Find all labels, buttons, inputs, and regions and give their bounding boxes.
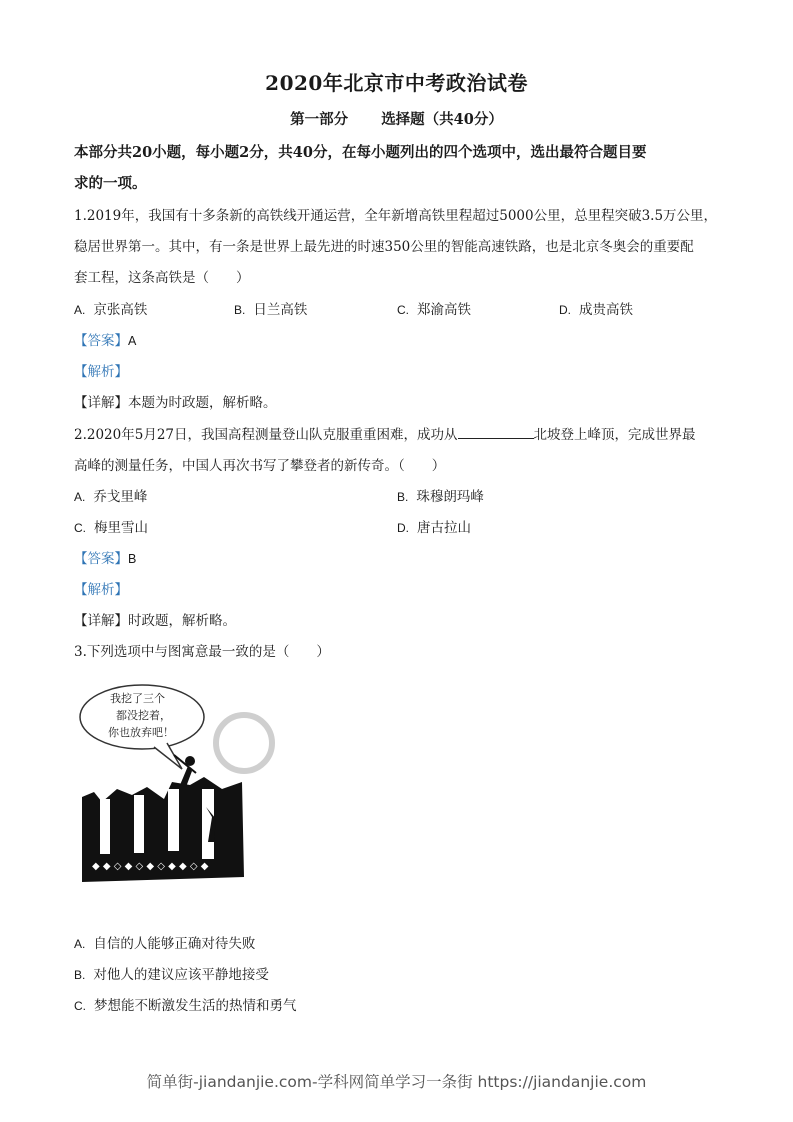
detail-tag: 【详解】 [74, 613, 128, 629]
q2-option-d[interactable] [397, 516, 471, 536]
option-key: B. [74, 968, 86, 982]
option-key: A. [74, 303, 86, 317]
fill-blank [458, 426, 534, 439]
q2-option-b[interactable] [397, 485, 484, 505]
answer-tag: 【答案】 [74, 333, 128, 349]
option-text: 珠穆朗玛峰 [416, 489, 484, 505]
option-text: 京张高铁 [93, 302, 148, 318]
option-text: 乔戈里峰 [93, 489, 148, 505]
section-name: 选择题（共40分） [381, 111, 503, 128]
option-key: C. [74, 999, 86, 1013]
option-text: 郑渝高铁 [417, 302, 471, 318]
watermark-logo [216, 715, 272, 771]
page-footer: 简单街-jiandanjie.com-学科网简单学习一条街 https://jiandanjie.com [146, 1073, 647, 1091]
answer-value: B [128, 552, 137, 566]
option-text: 日兰高铁 [253, 302, 308, 318]
section-part: 第一部分 [290, 111, 349, 128]
q2-analysis-tag: 【解析】 [74, 582, 128, 598]
answer-value: A [128, 334, 137, 348]
section-heading [0, 108, 793, 129]
q2-detail [74, 609, 236, 629]
q3-line: 3.下列选项中与图寓意最一致的是（ ） [74, 644, 330, 660]
q2-answer [74, 547, 136, 567]
option-key: C. [397, 303, 409, 317]
q1-detail [74, 391, 277, 411]
answer-tag: 【答案】 [74, 551, 128, 567]
q1-line-3: 套工程，这条高铁是（ ） [74, 270, 250, 286]
option-key: C. [74, 521, 86, 535]
option-key: A. [74, 490, 86, 504]
q1-option-d[interactable] [559, 298, 633, 318]
option-text: 梅里雪山 [94, 520, 148, 536]
q1-option-c[interactable] [397, 298, 471, 318]
q2-line-2: 高峰的测量任务，中国人再次书写了攀登者的新传奇。（ ） [74, 458, 446, 474]
option-key: D. [559, 303, 571, 317]
q1-line-1: 1.2019年，我国有十多条新的高铁线开通运营，全年新增高铁里程超过5000公里，总里程突破3.5万公里， [74, 208, 718, 224]
detail-tag: 【详解】 [74, 395, 128, 411]
option-key: B. [397, 490, 409, 504]
q2-option-c[interactable] [74, 516, 148, 536]
q2-line-1-post: 北坡登上峰顶，完成世界最 [533, 427, 696, 443]
detail-text: 本题为时政题，解析略。 [128, 395, 277, 411]
q1-option-a[interactable] [74, 298, 147, 318]
pit-1 [100, 799, 110, 854]
speech-line-3: 你也放弃吧！ [108, 726, 174, 739]
q3-option-a[interactable] [74, 932, 255, 952]
option-text: 梦想能不断激发生活的热情和勇气 [94, 998, 297, 1014]
option-key: B. [234, 303, 246, 317]
diamond-icon: ◆ ◆ ◇ ◆ ◇ ◆ ◇ ◆ ◆ ◇ ◆ [92, 861, 209, 872]
option-key: D. [397, 521, 409, 535]
instructions-line-2: 求的一项。 [74, 175, 147, 192]
pit-3 [168, 789, 179, 851]
speech-bubble-tail [154, 743, 182, 769]
instructions-line-1: 本部分共20小题，每小题2分，共40分，在每小题列出的四个选项中，选出最符合题目要 [74, 144, 647, 161]
q2-line-1 [74, 423, 696, 443]
q3-option-b[interactable] [74, 963, 269, 983]
q1-line-2: 稳居世界第一。其中，有一条是世界上最先进的时速350公里的智能高速铁路，也是北京冬奥会的重要配 [74, 239, 694, 255]
q1-option-b[interactable] [234, 298, 307, 318]
speech-line-1: 我挖了三个 [110, 692, 165, 705]
q2-option-a[interactable] [74, 485, 147, 505]
pit-2 [134, 795, 144, 853]
page-title: 2020年北京市中考政治试卷 [265, 71, 528, 95]
option-text: 对他人的建议应该平静地接受 [93, 967, 269, 983]
option-text: 唐古拉山 [417, 520, 471, 536]
q1-answer [74, 329, 136, 349]
q2-line-1-pre: 2.2020年5月27日，我国高程测量登山队克服重重困难，成功从 [74, 427, 458, 443]
cartoon-image [72, 677, 282, 887]
q3-option-c[interactable] [74, 994, 297, 1014]
speech-line-2: 都没挖着， [116, 709, 171, 722]
q1-analysis-tag: 【解析】 [74, 364, 128, 380]
option-text: 成贵高铁 [579, 302, 633, 318]
option-text: 自信的人能够正确对待失败 [93, 936, 256, 952]
detail-text: 时政题，解析略。 [128, 613, 236, 629]
option-key: A. [74, 937, 86, 951]
